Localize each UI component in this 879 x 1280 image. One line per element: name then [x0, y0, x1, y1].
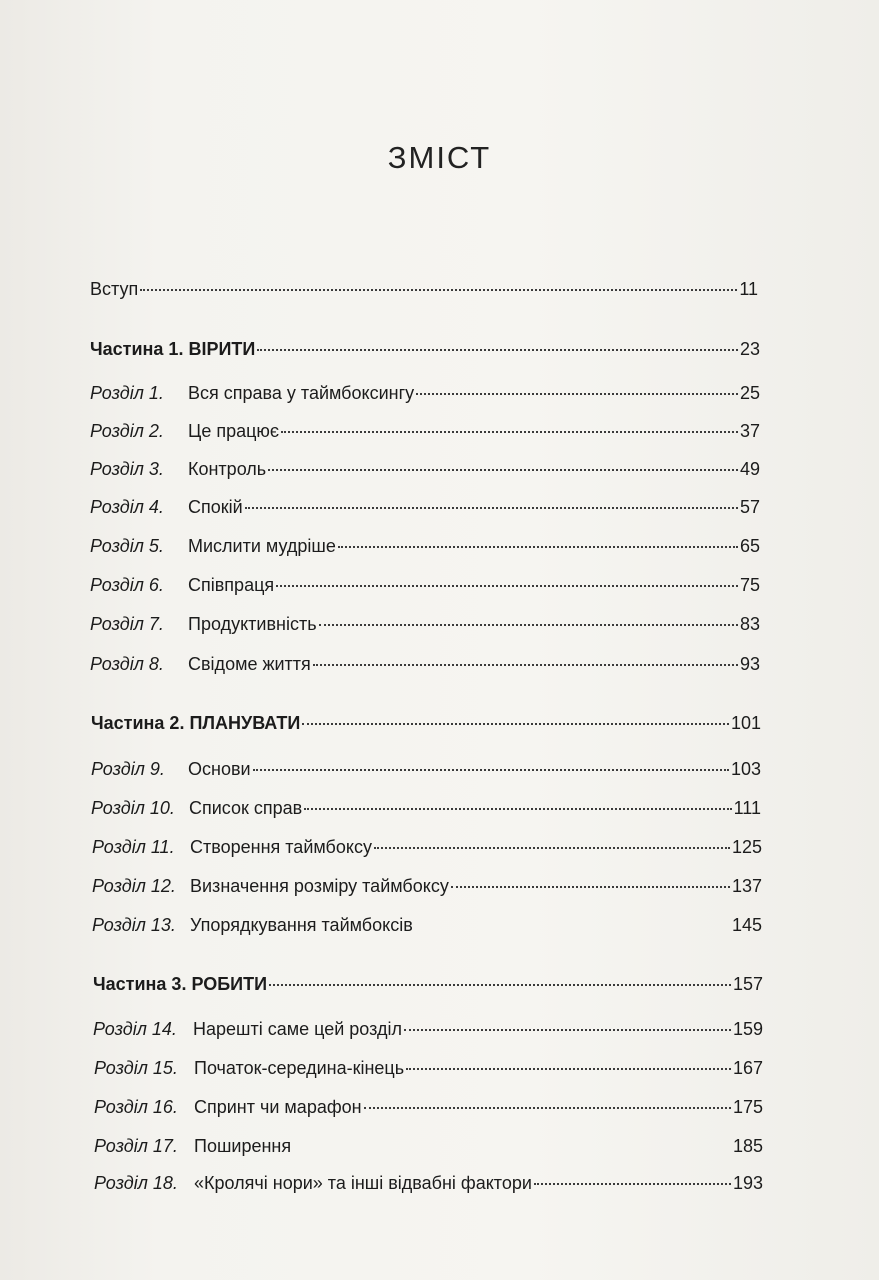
chapter-title: Вся справа у таймбоксингу	[188, 383, 415, 403]
toc-chapter-row	[91, 758, 761, 780]
chapter-page: 137	[731, 876, 762, 896]
dot-leader	[364, 1107, 731, 1109]
chapter-label: Розділ 1.	[90, 383, 164, 403]
toc-chapter-row	[91, 797, 761, 819]
part-title: Частина 3. РОБИТИ	[93, 974, 268, 994]
toc-chapter-row	[90, 382, 760, 404]
dot-leader	[404, 1029, 731, 1031]
chapter-label: Розділ 17.	[94, 1136, 178, 1156]
dot-leader	[281, 431, 738, 433]
dot-leader	[245, 507, 738, 509]
chapter-page: 25	[739, 383, 760, 403]
dot-leader	[313, 664, 738, 666]
toc-chapter-row	[90, 653, 760, 675]
chapter-label: Розділ 5.	[90, 536, 164, 556]
toc-chapter-row	[92, 875, 762, 897]
dot-leader	[253, 769, 729, 771]
chapter-label: Розділ 16.	[94, 1097, 178, 1117]
toc-chapter-row	[92, 914, 762, 936]
toc-chapter-row	[90, 613, 760, 635]
toc-part-row	[91, 712, 761, 734]
dot-leader	[534, 1183, 731, 1185]
toc-chapter-row	[93, 1018, 763, 1040]
chapter-label: Розділ 7.	[90, 614, 164, 634]
chapter-title: Контроль	[188, 459, 267, 479]
dot-leader	[276, 585, 738, 587]
chapter-title: Спринт чи марафон	[194, 1097, 362, 1117]
dot-leader	[302, 723, 729, 725]
toc-chapter-row	[94, 1096, 763, 1118]
chapter-label: Розділ 9.	[91, 759, 165, 779]
toc-chapter-row	[90, 458, 760, 480]
part-page: 23	[739, 339, 760, 359]
chapter-title: Список справ	[189, 798, 303, 818]
dot-leader	[415, 925, 730, 927]
toc-chapter-row	[94, 1057, 763, 1079]
chapter-label: Розділ 12.	[92, 876, 176, 896]
page-title: ЗМІСТ	[387, 140, 492, 175]
chapter-page: 37	[739, 421, 760, 441]
chapter-title: Це працює	[188, 421, 280, 441]
chapter-page: 175	[732, 1097, 763, 1117]
chapter-label: Розділ 13.	[92, 915, 176, 935]
toc-chapter-row	[90, 535, 760, 557]
dot-leader	[304, 808, 731, 810]
chapter-title: Співпраця	[188, 575, 275, 595]
chapter-label: Розділ 11.	[92, 837, 175, 857]
chapter-page: 145	[731, 915, 762, 935]
toc-chapter-row	[90, 496, 760, 518]
chapter-page: 57	[739, 497, 760, 517]
chapter-label: Розділ 10.	[91, 798, 175, 818]
dot-leader	[416, 393, 738, 395]
chapter-label: Розділ 2.	[90, 421, 164, 441]
chapter-title: Поширення	[194, 1136, 292, 1156]
chapter-title: Основи	[188, 759, 251, 779]
chapter-title: Мислити мудріше	[188, 536, 336, 556]
toc-chapter-row	[92, 836, 762, 858]
chapter-title: Визначення розміру таймбоксу	[190, 876, 449, 896]
chapter-title: «Кролячі нори» та інші відвабні фактори	[194, 1173, 532, 1193]
toc-intro-row	[90, 278, 758, 300]
dot-leader	[406, 1068, 731, 1070]
chapter-page: 193	[732, 1173, 763, 1193]
chapter-label: Розділ 6.	[90, 575, 164, 595]
part-title: Частина 2. ПЛАНУВАТИ	[91, 713, 301, 733]
chapter-label: Розділ 4.	[90, 497, 164, 517]
chapter-page: 75	[739, 575, 760, 595]
chapter-title: Нарешті саме цей розділ	[193, 1019, 402, 1039]
chapter-title: Початок-середина-кінець	[194, 1058, 405, 1078]
chapter-title: Свідоме життя	[188, 654, 311, 674]
dot-leader	[319, 624, 738, 626]
toc-chapter-row	[90, 420, 760, 442]
dot-leader	[451, 886, 730, 888]
chapter-page: 185	[732, 1136, 763, 1156]
chapter-page: 83	[739, 614, 760, 634]
chapter-label: Розділ 14.	[93, 1019, 177, 1039]
intro-page: 11	[739, 279, 758, 299]
dot-leader	[268, 469, 738, 471]
part-title: Частина 1. ВІРИТИ	[90, 339, 256, 359]
chapter-page: 65	[739, 536, 760, 556]
chapter-title: Упорядкування таймбоксів	[190, 915, 413, 935]
dot-leader	[257, 349, 738, 351]
toc-chapter-row	[90, 574, 760, 596]
chapter-page: 111	[733, 798, 761, 818]
toc-part-row	[90, 338, 760, 360]
toc-chapter-row	[94, 1172, 763, 1194]
chapter-label: Розділ 8.	[90, 654, 164, 674]
chapter-title: Продуктивність	[188, 614, 317, 634]
chapter-label: Розділ 3.	[90, 459, 164, 479]
chapter-page: 93	[739, 654, 760, 674]
part-page: 157	[732, 974, 763, 994]
chapter-label: Розділ 15.	[94, 1058, 178, 1078]
chapter-title: Створення таймбоксу	[190, 837, 372, 857]
chapter-page: 103	[730, 759, 761, 779]
toc-chapter-row	[94, 1135, 763, 1157]
chapter-title: Спокій	[188, 497, 243, 517]
chapter-page: 125	[731, 837, 762, 857]
toc-part-row	[93, 973, 763, 995]
part-page: 101	[730, 713, 761, 733]
dot-leader	[374, 847, 730, 849]
dot-leader	[338, 546, 738, 548]
chapter-page: 159	[732, 1019, 763, 1039]
intro-title: Вступ	[90, 279, 139, 299]
dot-leader	[293, 1146, 731, 1148]
chapter-label: Розділ 18.	[94, 1173, 178, 1193]
chapter-page: 167	[732, 1058, 763, 1078]
dot-leader	[269, 984, 731, 986]
dot-leader	[140, 289, 737, 291]
chapter-page: 49	[739, 459, 760, 479]
